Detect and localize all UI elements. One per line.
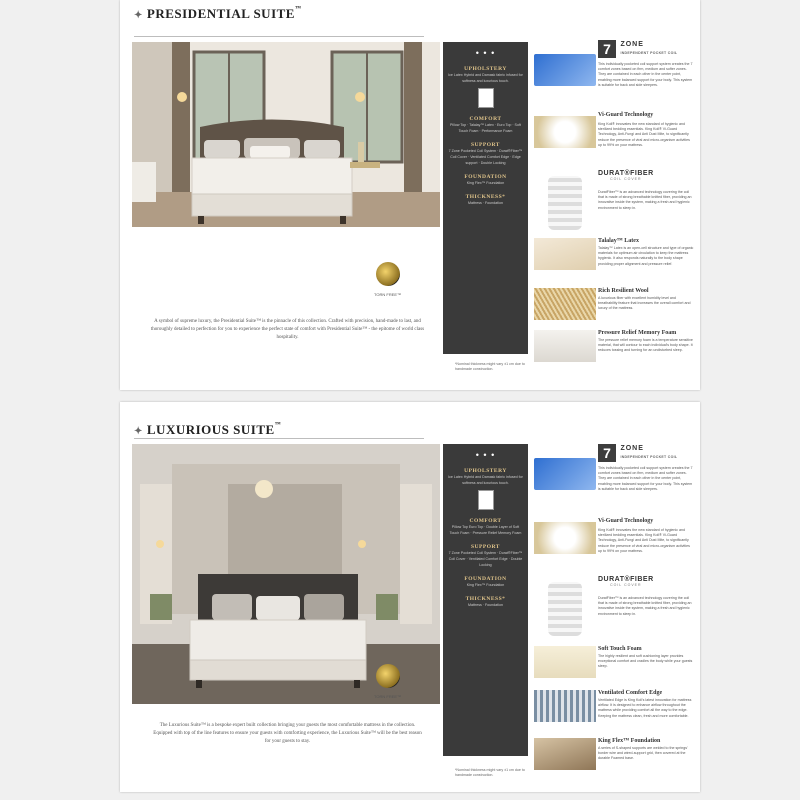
spec-heading: THICKNESS* <box>465 194 506 200</box>
spec-heading: SUPPORT <box>471 142 500 148</box>
duratfiber-logo: DURAT®FIBER COIL COVER <box>598 576 654 587</box>
7-zone-logo: 7 ZONE INDEPENDENT POCKET COIL <box>598 40 677 58</box>
thickness-note: *Nominal thickness might vary ±1 cm due to handmade construction. <box>455 768 525 777</box>
title-divider <box>134 36 424 37</box>
spec-heading: SUPPORT <box>471 544 500 550</box>
7-zone-logo: 7 ZONE INDEPENDENT POCKET COIL <box>598 444 677 462</box>
spec-heading: UPHOLSTERY <box>464 468 507 474</box>
spec-text: King Flex™ Foundation <box>466 583 505 587</box>
model-label: TORN FREE™ <box>374 292 402 297</box>
coil-cover-image <box>548 176 582 230</box>
spec-heading: UPHOLSTERY <box>464 66 507 72</box>
spec-heading: COMFORT <box>469 116 502 122</box>
spec-heading: FOUNDATION <box>464 174 507 180</box>
spec-panel <box>443 444 528 756</box>
diamond-icon: ✦ <box>134 426 143 437</box>
thickness-note: *Nominal thickness might vary ±1 cm due to handmade construction. <box>455 362 525 371</box>
spec-text: Ice Latex Hybrid and Damask fabric infused for softness and luxurious touch. <box>448 73 523 83</box>
qr-code-icon <box>478 490 494 510</box>
spec-text: Pillow Top · Talalay™ Latex · Euro Top · Soft Touch Foam · Performance Foam <box>450 123 521 133</box>
brochure-page-presidential: ✦ PRESIDENTIAL SUITE™ TORN FREE™ A symbol of supreme luxury, the Presidential Suite™ is the pinnacle of this collection. Crafted with precision, hand-made to last, and thoroughly detailed to perfection for you to experience the perfect state of comfort with Presidential Suite™ - the epitome of world class hospitality. • • • UPHOLSTERY Ice Latex Hybrid and Damask fabric infused for softness and luxurious touch. COMFORT Pillow Top · Talalay™ Latex · Euro Top · Soft Touch Foam · Performance Foam SUPPORT 7 Zone Pocketed Coil System · Durat®Fiber™ Coil Cover · Ventilated Comfort Edge · Edge support · Double Locking FOUNDATION King Flex™ Foundation THICKNESS* Mattress · Foundation *Nominal thickness might vary ±1 cm due to handmade construction. 7 ZONE INDEPENDENT POCKET COIL This individually pocketed coil support system creates the 7 comfort zones based on firm, medium and softer zones. They are contained in each other in the center point, enabling more balanced support for your body. This system is suitable for back and side sleepers. Vi-Guard Technology King Koil® innovates the new standard of hygienic and sterilized bedding essentials. King Koil® Vi-Guard Technology, Anti-Fungi and Anti Dust Mite, to significantly reduce the presence of viral and micro-organism activities up to 99% on your mattress. DURAT®FIBER COIL COVER DuratFiber™ is an advanced technology covering the coil that is made of strong breathable knitted fiber, providing an innovative inside the system, making a fresh and hygienic environment to sleep in. Talalay™ Latex Talalay™ Latex is an open-cell structure and type of organic materials for optimum air circulation to keep the mattress hygienic. It also responds naturally to the body shape providing proper alignment and pressure relief. Rich Resilient Wool A luxurious fiber with excellent humidity level and breathability feature that increases the overall comfort and luxury of the mattress. Pressure Relief Memory Foam The pressure relief memory foam is a temperature sensitive material, that will contour to each individual's body shape. It reduces tossing and turning for an undisturbed sleep. <box>120 0 700 390</box>
foundation-image <box>534 738 596 770</box>
description-caption: A symbol of supreme luxury, the Presidential Suite™ is the pinnacle of this collection. Crafted with precision, hand-made to last, and thoroughly detailed to perfection for you to experience the perfect state of comfort with Presidential Suite™ - the epitome of world class hospitality. <box>150 319 425 340</box>
vi-guard-image <box>534 116 596 148</box>
qr-code-icon <box>478 88 494 108</box>
spec-text: King Flex™ Foundation <box>466 181 505 185</box>
foam-image <box>534 646 596 678</box>
quality-seal-badge <box>376 262 400 286</box>
spec-text: Mattress · Foundation <box>468 201 503 205</box>
spec-heading: THICKNESS* <box>465 596 506 602</box>
description-caption: The Luxurious Suite™ is a bespoke expert built collection bringing your guests the most comfortable mattress in the collection. Equipped with top of the line features to ensure your guests with comforting experience, the Luxurious Suite™ will be the best reason for your guests to stay. <box>153 723 422 744</box>
duratfiber-logo: DURAT®FIBER COIL COVER <box>598 170 654 181</box>
spec-heading: FOUNDATION <box>464 576 507 582</box>
latex-image <box>534 238 596 270</box>
page-title: ✦ PRESIDENTIAL SUITE™ <box>134 6 302 21</box>
spec-heading: COMFORT <box>469 518 502 524</box>
ellipsis-icon: • • • <box>475 48 496 58</box>
title-divider <box>134 438 424 439</box>
diamond-icon: ✦ <box>134 10 143 21</box>
coil-cover-image <box>548 582 582 636</box>
ventilated-edge-image <box>534 690 596 722</box>
wool-image <box>534 288 596 320</box>
memory-foam-image <box>534 330 596 362</box>
pocket-coil-image <box>534 458 596 490</box>
spec-text: Ice Latex Hybrid and Damask fabric infused for softness and luxurious touch. <box>448 475 523 485</box>
spec-text: Mattress · Foundation <box>468 603 503 607</box>
vi-guard-image <box>534 522 596 554</box>
spec-text: 7 Zone Pocketed Coil System · Durat®Fiber™ Coil Cover · Ventilated Comfort Edge · Double Locking <box>448 551 523 567</box>
quality-seal-badge <box>376 664 400 688</box>
model-label: TORN FREE™ <box>374 694 402 699</box>
spec-panel <box>443 42 528 354</box>
bedroom-photo <box>132 42 440 227</box>
spec-text: Pillow Top Euro Top · Double Layer of Soft Touch Foam · Pressure Relief Memory Foam <box>449 525 522 535</box>
brochure-page-luxurious: ✦ LUXURIOUS SUITE™ TORN FREE™ The Luxurious Suite™ is a bespoke expert built collection bringing your guests the most comfortable mattress in the collection. Equipped with top of the line features to ensure your guests with comforting experience, the Luxurious Suite™ will be the best reason for your guests to stay. • • • UPHOLSTERY Ice Latex Hybrid and Damask fabric infused for softness and luxurious touch. COMFORT Pillow Top Euro Top · Double Layer of Soft Touch Foam · Pressure Relief Memory Foam SUPPORT 7 Zone Pocketed Coil System · Durat®Fiber™ Coil Cover · Ventilated Comfort Edge · Double Locking FOUNDATION King Flex™ Foundation THICKNESS* Mattress · Foundation *Nominal thickness might vary ±1 cm due to handmade construction. 7 ZONE INDEPENDENT POCKET COIL This individually pocketed coil support system creates the 7 comfort zones based on firm, medium and softer zones. They are contained in each other in the center point, enabling more balanced support for your body. This system is suitable for back and side sleepers. Vi-Guard Technology King Koil® innovates the new standard of hygienic and sterilized bedding essentials. King Koil® Vi-Guard Technology, Anti-Fungi and Anti Dust Mite, to significantly reduce the presence of viral and micro-organism activities up to 99% on your mattress. DURAT®FIBER COIL COVER DuratFiber™ is an advanced technology covering the coil that is made of strong breathable knitted fiber, providing an innovative inside the system, making a fresh and hygienic environment to sleep in. Soft Touch Foam The highly resilient and soft cushioning layer provides exceptional comfort and cradles the body while your guests sleep. Ventilated Comfort Edge Ventilated Edge is King Koil's latest innovation for mattress airflow. It is designed to enhance airflow throughout the mattress while providing comfort all the way to the edge. Keeping the mattress clean, fresh and more comfortable. King Flex™ Foundation A series of S-shaped supports are welded to the springs' border wire and wired-support grid, then covered at the durable Foamed base. <box>120 402 700 792</box>
page-title: ✦ LUXURIOUS SUITE™ <box>134 422 282 437</box>
ellipsis-icon: • • • <box>475 450 496 460</box>
spec-text: 7 Zone Pocketed Coil System · Durat®Fiber™ Coil Cover · Ventilated Comfort Edge · Edge support · Double Locking <box>448 149 523 165</box>
pocket-coil-image <box>534 54 596 86</box>
